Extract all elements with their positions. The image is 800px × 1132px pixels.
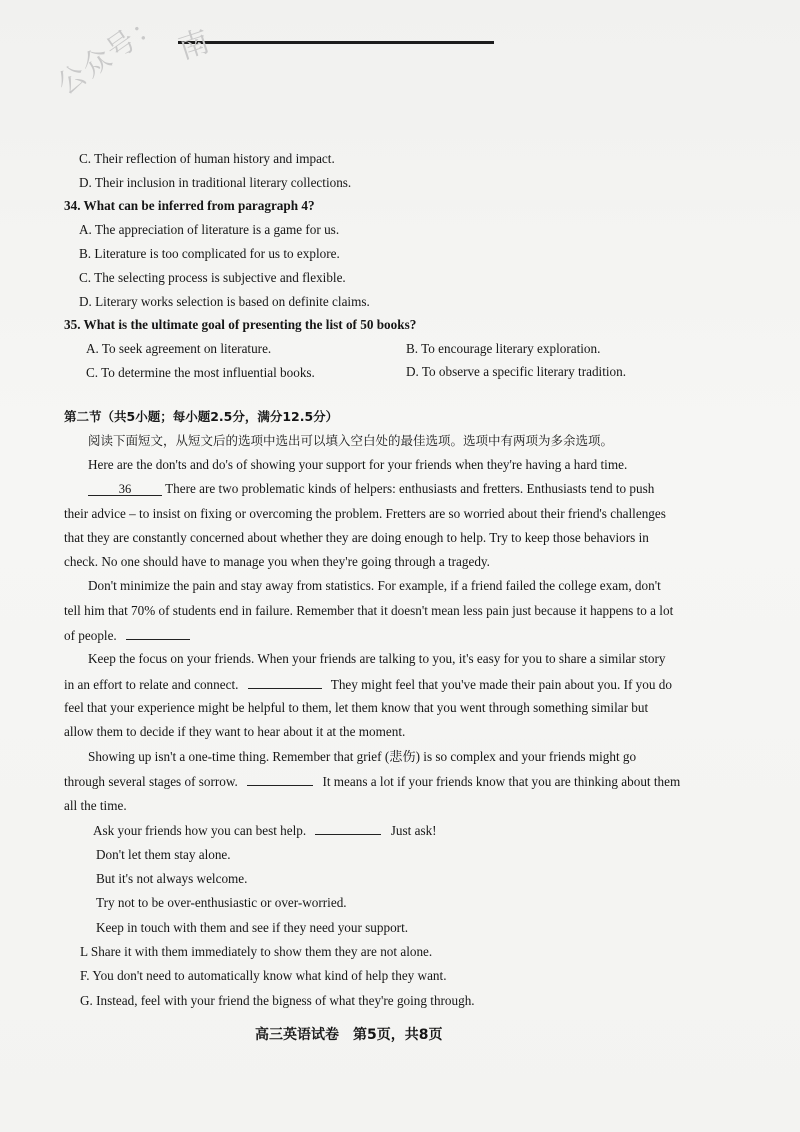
section2-heading: 第二节（共5小题；每小题2.5分，满分12.5分） [64, 409, 339, 424]
passage-p4-line1: Showing up isn't a one-time thing. Remember that grief (悲伤) is so complex and your friends might go [88, 749, 637, 764]
q35-option-d: D. To observe a specific literary tradition. [406, 364, 627, 379]
q34-option-c: C. The selecting process is subjective and flexible. [79, 270, 346, 285]
passage-p5-text-b: Just ask! [390, 823, 437, 838]
passage-p3-text-b: They might feel that you've made their pain about you. If you do [330, 677, 672, 692]
passage-p1-line2: their advice – to insist on fixing or overcoming the problem. Fretters are so worried about their friend's challenges [64, 506, 666, 521]
passage-p1-text: There are two problematic kinds of helpers: enthusiasts and fretters. Enthusiasts tend to push [165, 481, 655, 496]
option-b: But it's not always welcome. [96, 871, 248, 886]
option-d: Keep in touch with them and see if they need your support. [96, 920, 409, 935]
blank-40 [315, 822, 381, 835]
q34-stem: 34. What can be inferred from paragraph 4? [64, 198, 315, 213]
section2-instruction: 阅读下面短文，从短文后的选项中选出可以填入空白处的最佳选项。选项中有两项为多余选项。 [88, 433, 614, 448]
q35-stem: 35. What is the ultimate goal of presenting the list of 50 books? [64, 317, 417, 332]
watermark-top: 南 [174, 24, 214, 67]
option-f: F. You don't need to automatically know what kind of help they want. [80, 968, 447, 983]
passage-p2-line1: Don't minimize the pain and stay away from statistics. For example, if a friend failed the college exam, don't [88, 578, 661, 593]
passage-p2-text: of people. [64, 628, 117, 643]
blank-38 [248, 676, 322, 689]
q34-option-a: A. The appreciation of literature is a game for us. [79, 222, 340, 237]
watermark [40, 5, 260, 140]
option-c: Try not to be over-enthusiastic or over-worried. [96, 895, 347, 910]
option-g: G. Instead, feel with your friend the bigness of what they're going through. [80, 993, 475, 1008]
blank-36: 36 [88, 483, 162, 496]
passage-p3-line2 [64, 676, 672, 693]
option-e: L Share it with them immediately to show them they are not alone. [80, 944, 433, 959]
passage-p5-line1 [93, 822, 437, 839]
passage-p1-line1 [88, 481, 654, 497]
passage-p3-line1: Keep the focus on your friends. When your friends are talking to you, it's easy for you to share a similar story [88, 651, 666, 666]
option-a: Don't let them stay alone. [96, 847, 231, 862]
q33-option-d: D. Their inclusion in traditional literary collections. [79, 175, 352, 190]
passage-intro: Here are the don'ts and do's of showing your support for your friends when they're having a hard time. [88, 457, 628, 472]
blank-37 [126, 627, 190, 640]
passage-p4-line2 [64, 773, 680, 790]
q33-option-c: C. Their reflection of human history and impact. [79, 151, 335, 166]
passage-p1-line4: check. No one should have to manage you when they're going through a tragedy. [64, 554, 490, 569]
passage-p3-line4: allow them to decide if they want to hear about it at the moment. [64, 724, 406, 739]
passage-p4-text-b: It means a lot if your friends know that you are thinking about them [322, 774, 681, 789]
passage-p5-text-a: Ask your friends how you can best help. [93, 823, 307, 838]
q34-option-b: B. Literature is too complicated for us to explore. [79, 246, 340, 261]
passage-p3-line3: feel that your experience might be helpful to them, let them know that you went through something similar but [64, 700, 649, 715]
passage-p2-line2: tell him that 70% of students end in failure. Remember that it doesn't mean less pain just because it happens to a lot [64, 603, 674, 618]
page-footer: 高三英语试卷 第5页，共8页 [255, 1027, 443, 1043]
blank-39 [247, 773, 313, 786]
q35-option-a: A. To seek agreement on literature. [86, 341, 272, 356]
q35-option-b: B. To encourage literary exploration. [406, 341, 601, 356]
watermark-left: 公众号： [50, 5, 169, 102]
q34-option-d: D. Literary works selection is based on definite claims. [79, 294, 370, 309]
passage-p2-line3 [64, 627, 190, 644]
passage-p4-line3: all the time. [64, 798, 127, 813]
passage-p1-line3: that they are constantly concerned about whether they are doing enough to help. Try to keep those behaviors in [64, 530, 649, 545]
q35-option-c: C. To determine the most influential books. [86, 365, 315, 380]
passage-p3-text-a: in an effort to relate and connect. [64, 677, 239, 692]
passage-p4-text-a: through several stages of sorrow. [64, 774, 238, 789]
